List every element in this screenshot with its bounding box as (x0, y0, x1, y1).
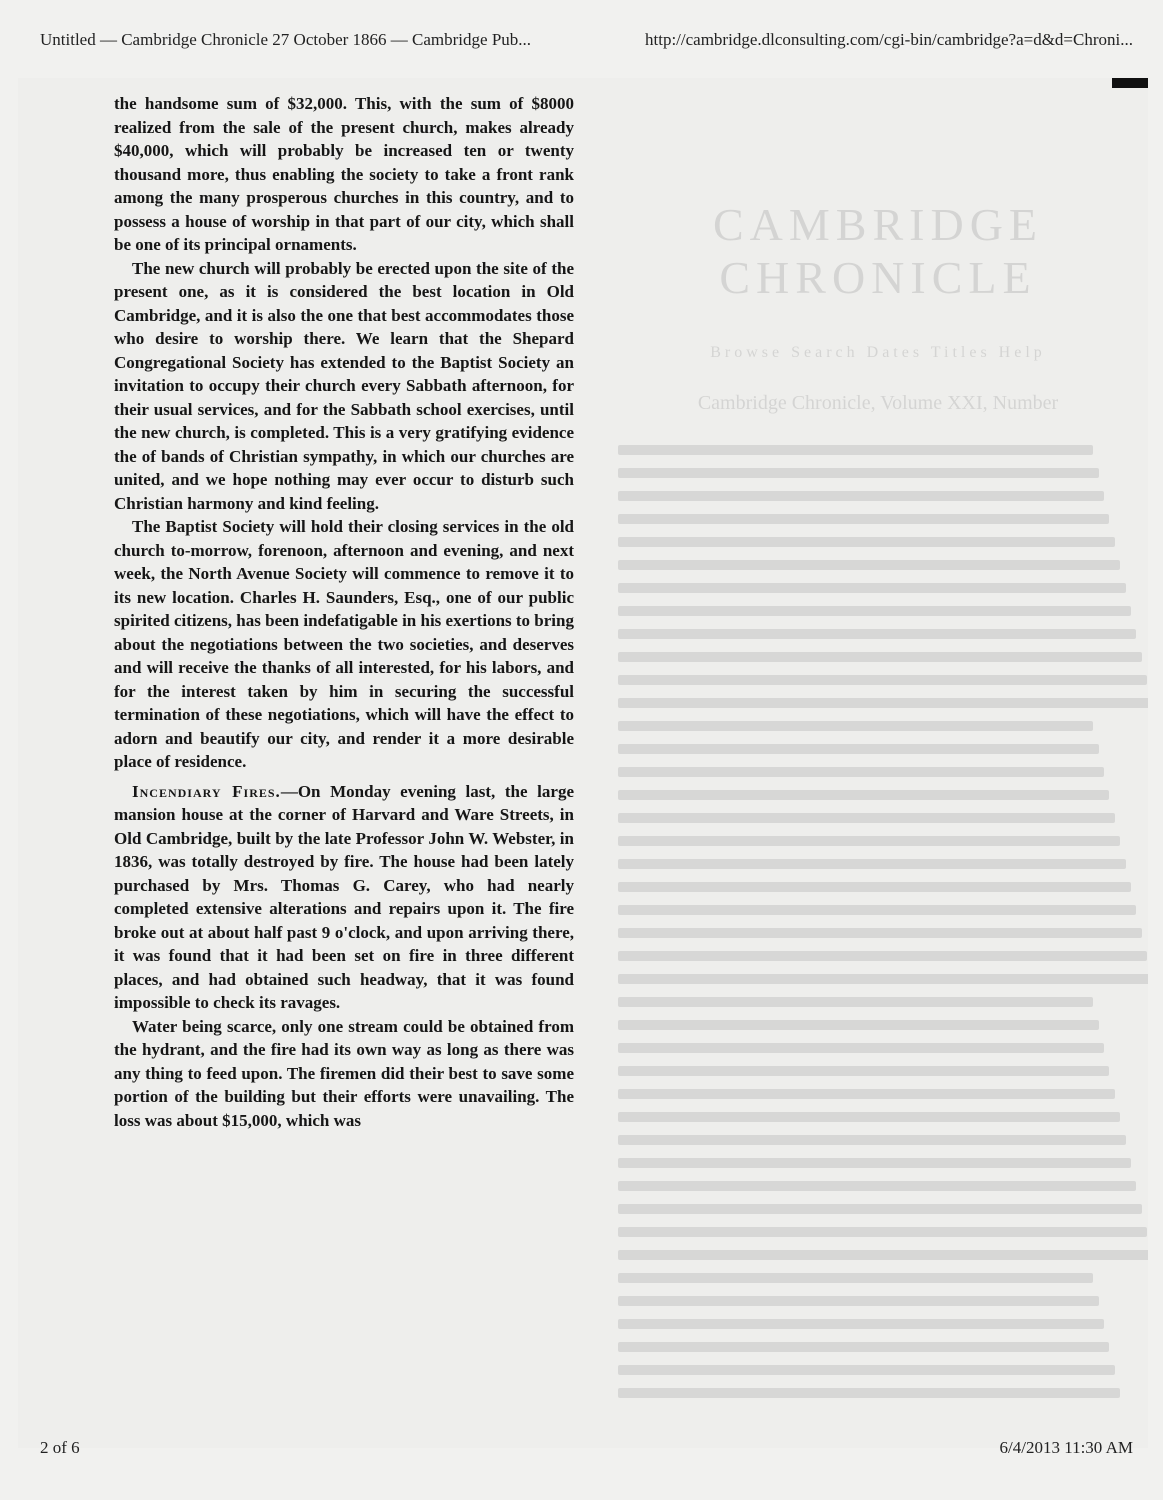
bleed-through-line (618, 836, 1120, 846)
bleed-through-volume-line: Cambridge Chronicle, Volume XXI, Number (697, 392, 1059, 414)
bleed-through-line (618, 1296, 1099, 1306)
bleed-through-line (618, 790, 1109, 800)
bleed-through-line (618, 698, 1148, 708)
print-footer (40, 1438, 1133, 1462)
bleed-through-line (618, 445, 1093, 455)
bleed-through-line (618, 1089, 1115, 1099)
bleed-through-line (618, 1066, 1109, 1076)
fires-body: —On Monday evening last, the large mansion house at the corner of Harvard and Ware Streets, in Old Cambridge, built by the late Professor John W. Webster, in 1836, was totally destroyed by fire. The house had been lately purchased by Mrs. Thomas G. Carey, who had nearly completed extensive alterations and repairs upon it. The fire broke out at about half past 9 o'clock, and upon arriving there, it was found that it had been set on fire in three different places, and had obtained such headway, that it was found impossible to check its ravages. (114, 781, 574, 1012)
article-paragraph-1: the handsome sum of $32,000. This, with the sum of $8000 realized from the sale of the present church, makes already $40,000, which will probably be increased ten or twenty thousand more, thus enabling the society to take a front rank among the many prosperous churches in this country, and to possess a house of worship in that part of our city, which shall be one of its principal ornaments. (114, 94, 574, 254)
bleed-through-line (618, 882, 1131, 892)
bleed-through-line (618, 583, 1126, 593)
bleed-through-line (618, 905, 1136, 915)
article-paragraph-fires (114, 780, 574, 1015)
print-datetime: 6/4/2013 11:30 AM (999, 1438, 1133, 1457)
bleed-through-line (618, 560, 1120, 570)
bleed-through-line (618, 928, 1142, 938)
bleed-through-masthead: CAMBRIDGE CHRONICLE (712, 199, 1044, 303)
bleed-through-column (608, 138, 1148, 1428)
bleed-through-line (618, 1112, 1120, 1122)
print-header (40, 30, 1133, 54)
bleed-through-line (618, 997, 1093, 1007)
bleed-through-line (618, 767, 1104, 777)
bleed-through-line (618, 652, 1142, 662)
bleed-through-line (618, 1388, 1120, 1398)
bleed-through-line (618, 491, 1104, 501)
bleed-through-line (618, 1365, 1115, 1375)
newspaper-article (114, 92, 574, 1132)
bleed-through-line (618, 537, 1115, 547)
bleed-through-line (618, 1342, 1109, 1352)
bleed-through-line (618, 1250, 1148, 1260)
bleed-through-line (618, 1204, 1142, 1214)
bleed-through-text-lines (608, 445, 1148, 1398)
article-paragraph-3: The Baptist Society will hold their closing services in the old church to-morrow, forenoon, afternoon and evening, and next week, the North Avenue Society will commence to remove it to its new location. Charles H. Saunders, Esq., one of our public spirited citizens, has been indefatigable in his exertions to bring about the negotiations between the two societies, and deserves and will receive the thanks of all interested, for his labors, and for the interest taken by him in securing the successful termination of these negotiations, which will have the effect to adorn and beautify our city, and render it a more desirable place of residence. (114, 517, 574, 771)
bleed-through-line (618, 1181, 1136, 1191)
print-header-title: Untitled — Cambridge Chronicle 27 October 1866 — Cambridge Pub... (40, 30, 532, 49)
bleed-through-line (618, 629, 1136, 639)
bleed-through-line (618, 514, 1109, 524)
bleed-through-line (618, 1135, 1126, 1145)
print-header-url[interactable]: http://cambridge.dlconsulting.com/cgi-bin/cambridge?a=d&d=Chroni... (645, 30, 1133, 49)
fires-heading: Incendiary Fires. (132, 781, 281, 801)
bleed-through-line (618, 606, 1131, 616)
scan-edge-mark (1112, 78, 1148, 88)
bleed-through-line (618, 974, 1148, 984)
bleed-through-line (618, 1158, 1131, 1168)
bleed-through-line (618, 813, 1115, 823)
bleed-through-line (618, 1273, 1093, 1283)
bleed-through-line (618, 1227, 1147, 1237)
bleed-through-line (618, 951, 1147, 961)
bleed-through-line (618, 468, 1099, 478)
bleed-through-line (618, 1020, 1099, 1030)
page-number: 2 of 6 (40, 1438, 80, 1457)
bleed-through-subhead: Browse Search Dates Titles Help (710, 344, 1046, 361)
article-paragraph-5: Water being scarce, only one stream could be obtained from the hydrant, and the fire had its own way as long as there was any thing to feed upon. The firemen did their best to save some portion of the building but their efforts were unavailing. The loss was about $15,000, which was (114, 1016, 574, 1130)
bleed-through-line (618, 744, 1099, 754)
bleed-through-line (618, 1043, 1104, 1053)
bleed-through-line (618, 859, 1126, 869)
bleed-through-line (618, 675, 1147, 685)
article-paragraph-2: The new church will probably be erected upon the site of the present one, as it is considered the best location in Old Cambridge, and it is also the one that best accommodates those who desire to worship there. We learn that the Shepard Congregational Society has extended to the Baptist Society an invitation to occupy their church every Sabbath afternoon, for their usual services, and for the Sabbath school exercises, until the new church, is completed. This is a very gratifying evidence the of bands of Christian sympathy, in which our churches are united, and we hope nothing may ever occur to disturb such Christian harmony and kind feeling. (114, 258, 574, 513)
bleed-through-line (618, 1319, 1104, 1329)
bleed-through-line (618, 721, 1093, 731)
